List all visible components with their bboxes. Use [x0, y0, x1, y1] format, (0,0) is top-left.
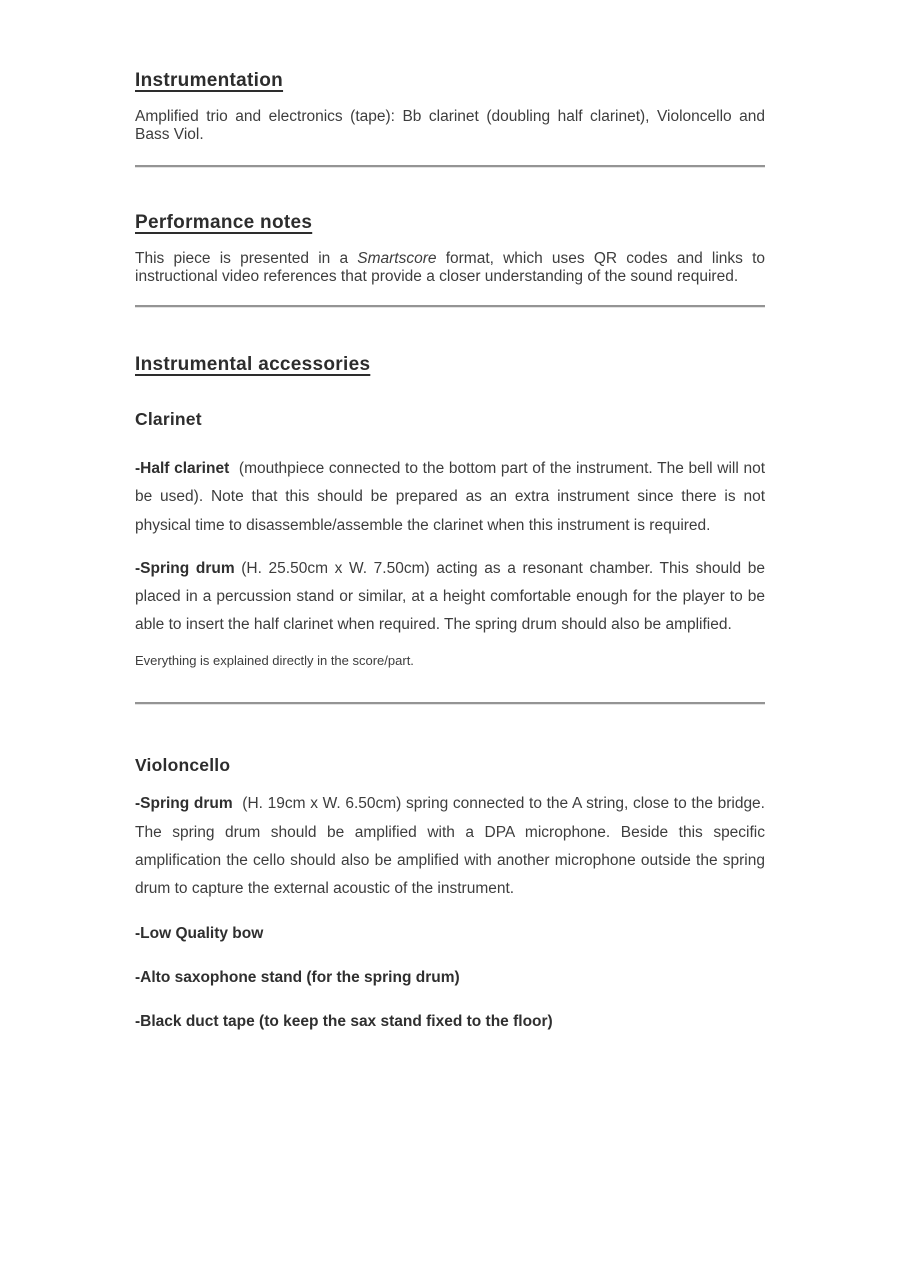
instrumental-accessories-heading: Instrumental accessories: [135, 354, 371, 376]
clarinet-spring-drum-text: (H. 25.50cm x W. 7.50cm) acting as a resonant chamber. This should be placed in a percussion stand or similar, at a height comfortable enough for the player to be able to insert the half clarinet when required. The spring drum should also be amplified.: [135, 559, 765, 634]
smartscore-term: Smartscore: [357, 249, 437, 267]
clarinet-spring-drum-paragraph: [135, 555, 765, 640]
performance-text-pre: This piece is presented in a: [135, 249, 358, 267]
half-clarinet-label: -Half clarinet: [135, 460, 230, 478]
accessory-item-alto-sax-stand: -Alto saxophone stand (for the spring drum): [135, 969, 460, 987]
cello-spring-drum-text: (H. 19cm x W. 6.50cm) spring connected to the A string, close to the bridge. The spring drum should be amplified with a DPA microphone. Beside this specific amplification the cello should also be amplified with another microphone outside the spring drum to capture the external acoustic of the instrument.: [135, 795, 765, 897]
section-divider: [135, 165, 765, 168]
accessory-item-low-quality-bow: -Low Quality bow: [135, 925, 264, 943]
section-divider: [135, 305, 765, 308]
violoncello-subheading: Violoncello: [135, 755, 231, 776]
cello-spring-drum-label: -Spring drum: [135, 795, 233, 813]
half-clarinet-paragraph: [135, 455, 765, 540]
performance-notes-heading: Performance notes: [135, 211, 313, 233]
clarinet-spring-drum-label: -Spring drum: [135, 559, 235, 577]
instrumentation-paragraph: Amplified trio and electronics (tape): Bb clarinet (doubling half clarinet), Violoncello and Bass Viol.: [135, 108, 765, 144]
half-clarinet-text: (mouthpiece connected to the bottom part of the instrument. The bell will not be used). Note that this should be prepared as an extra instrument since there is not physical time to disassemble/assemble the clarinet when this instrument is required.: [135, 460, 765, 534]
score-part-note: Everything is explained directly in the score/part.: [135, 653, 414, 669]
section-divider: [135, 702, 765, 705]
clarinet-subheading: Clarinet: [135, 409, 202, 430]
accessory-item-black-duct-tape: -Black duct tape (to keep the sax stand fixed to the floor): [135, 1013, 553, 1031]
instrumentation-heading: Instrumentation: [135, 70, 284, 91]
performance-text-post: format, which uses QR codes and links to instructional video references that provide a closer understanding of the sound required.: [135, 249, 765, 285]
performance-notes-paragraph: [135, 250, 765, 287]
cello-spring-drum-paragraph: [135, 790, 765, 903]
page-content: [135, 0, 765, 1031]
